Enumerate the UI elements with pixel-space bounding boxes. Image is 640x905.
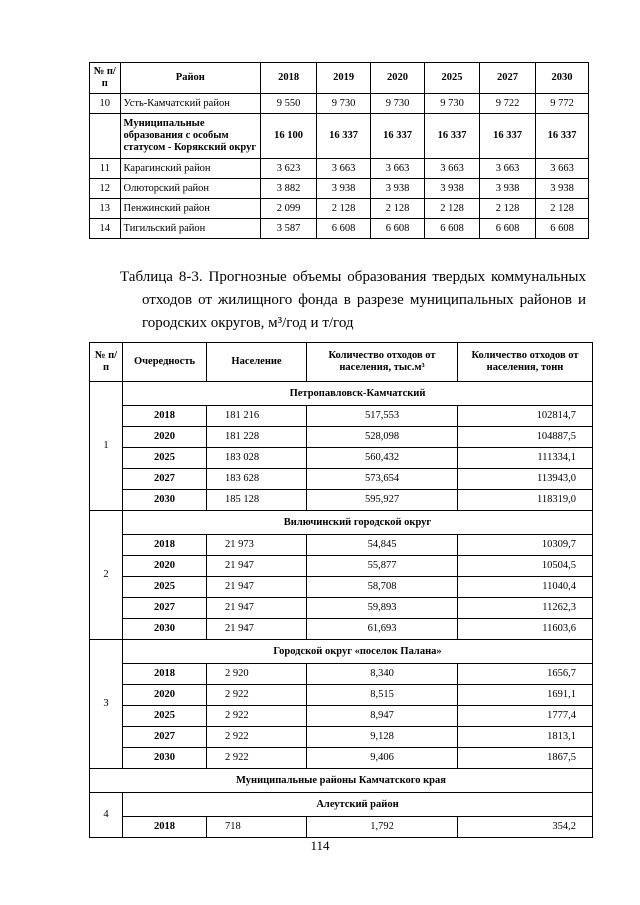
year-cell: 2027 — [123, 727, 207, 748]
value-cell: 6 608 — [480, 219, 536, 239]
group-number: 3 — [90, 640, 123, 769]
caption-line-1: Таблица 8-3. Прогнозные объемы образования твердых коммунальных — [120, 269, 586, 285]
value-cell: 3 587 — [261, 219, 317, 239]
value-cell: 16 337 — [536, 114, 589, 159]
volume-cell: 8,340 — [307, 664, 458, 685]
table-row — [90, 817, 593, 838]
value-cell: 3 623 — [261, 159, 317, 179]
value-cell: 16 337 — [317, 114, 371, 159]
column-header: 2018 — [261, 63, 317, 94]
year-cell: 2030 — [123, 490, 207, 511]
value-cell: 2 128 — [317, 199, 371, 219]
year-cell: 2027 — [123, 598, 207, 619]
value-cell: 2 099 — [261, 199, 317, 219]
volume-cell: 58,708 — [307, 577, 458, 598]
group-title-row — [90, 511, 593, 535]
value-cell: 3 663 — [317, 159, 371, 179]
table-row — [90, 685, 593, 706]
year-cell: 2030 — [123, 748, 207, 769]
table-row — [90, 556, 593, 577]
table-row — [90, 469, 593, 490]
population-cell: 181 216 — [207, 406, 307, 427]
year-cell: 2025 — [123, 577, 207, 598]
row-number — [90, 114, 121, 159]
table-row — [90, 748, 593, 769]
column-header: 2027 — [480, 63, 536, 94]
mass-cell: 10309,7 — [458, 535, 593, 556]
group-number: 4 — [90, 793, 123, 838]
mass-cell: 118319,0 — [458, 490, 593, 511]
table-row — [90, 535, 593, 556]
column-header: 2020 — [371, 63, 425, 94]
mass-cell: 354,2 — [458, 817, 593, 838]
table-row — [90, 114, 589, 159]
mass-cell: 1813,1 — [458, 727, 593, 748]
district-name: Карагинский район — [120, 159, 261, 179]
table-row — [90, 159, 589, 179]
value-cell: 9 730 — [371, 94, 425, 114]
caption-line-2: отходов от жилищного фонда в разрезе муниципальных районов и — [142, 292, 586, 308]
population-cell: 718 — [207, 817, 307, 838]
table-row — [90, 490, 593, 511]
table-row — [90, 664, 593, 685]
value-cell: 3 938 — [480, 179, 536, 199]
district-name: Тигильский район — [120, 219, 261, 239]
population-cell: 2 920 — [207, 664, 307, 685]
value-cell: 3 938 — [536, 179, 589, 199]
value-cell: 3 938 — [425, 179, 480, 199]
year-cell: 2025 — [123, 706, 207, 727]
mass-cell: 11262,3 — [458, 598, 593, 619]
population-cell: 2 922 — [207, 685, 307, 706]
mass-cell: 1777,4 — [458, 706, 593, 727]
value-cell: 9 730 — [317, 94, 371, 114]
column-header: Очередность — [123, 343, 207, 382]
value-cell: 6 608 — [371, 219, 425, 239]
population-cell: 185 128 — [207, 490, 307, 511]
group-number: 1 — [90, 382, 123, 511]
table-row — [90, 427, 593, 448]
table-row — [90, 727, 593, 748]
mass-cell: 1656,7 — [458, 664, 593, 685]
table-row — [90, 199, 589, 219]
year-cell: 2030 — [123, 619, 207, 640]
row-number: 10 — [90, 94, 121, 114]
mass-cell: 1691,1 — [458, 685, 593, 706]
districts-forecast-table — [89, 62, 589, 239]
mass-cell: 104887,5 — [458, 427, 593, 448]
year-cell: 2020 — [123, 556, 207, 577]
value-cell: 2 128 — [425, 199, 480, 219]
column-header: Район — [120, 63, 261, 94]
volume-cell: 573,654 — [307, 469, 458, 490]
mass-cell: 113943,0 — [458, 469, 593, 490]
column-header: 2025 — [425, 63, 480, 94]
population-cell: 2 922 — [207, 748, 307, 769]
waste-volume-table — [89, 342, 593, 838]
population-cell: 2 922 — [207, 706, 307, 727]
year-cell: 2020 — [123, 427, 207, 448]
column-header: 2030 — [536, 63, 589, 94]
group-title-row — [90, 382, 593, 406]
volume-cell: 9,406 — [307, 748, 458, 769]
table-row — [90, 706, 593, 727]
year-cell: 2020 — [123, 685, 207, 706]
volume-cell: 61,693 — [307, 619, 458, 640]
value-cell: 9 550 — [261, 94, 317, 114]
caption-line-3: городских округов, м³/год и т/год — [142, 315, 354, 331]
table-caption — [120, 266, 586, 335]
population-cell: 2 922 — [207, 727, 307, 748]
volume-cell: 8,515 — [307, 685, 458, 706]
mass-cell: 10504,5 — [458, 556, 593, 577]
table-header-row — [90, 63, 589, 94]
value-cell: 16 337 — [371, 114, 425, 159]
value-cell: 2 128 — [536, 199, 589, 219]
table-header-row — [90, 343, 593, 382]
value-cell: 9 730 — [425, 94, 480, 114]
population-cell: 21 947 — [207, 577, 307, 598]
table-row — [90, 94, 589, 114]
mass-cell: 11603,6 — [458, 619, 593, 640]
table-row — [90, 598, 593, 619]
group-title: Алеутский район — [123, 793, 593, 817]
year-cell: 2018 — [123, 817, 207, 838]
mass-cell: 1867,5 — [458, 748, 593, 769]
page-number: 114 — [310, 838, 330, 853]
group-title-row — [90, 640, 593, 664]
volume-cell: 59,893 — [307, 598, 458, 619]
group-title: Вилючинский городской округ — [123, 511, 593, 535]
district-name: Усть-Камчатский район — [120, 94, 261, 114]
population-cell: 21 947 — [207, 619, 307, 640]
value-cell: 16 337 — [425, 114, 480, 159]
value-cell: 3 882 — [261, 179, 317, 199]
group-number: 2 — [90, 511, 123, 640]
value-cell: 3 938 — [371, 179, 425, 199]
table-row — [90, 179, 589, 199]
column-header: 2019 — [317, 63, 371, 94]
table-row — [90, 619, 593, 640]
year-cell: 2018 — [123, 535, 207, 556]
district-name: Олюторский район — [120, 179, 261, 199]
group-title: Петропавловск-Камчатский — [123, 382, 593, 406]
row-number: 14 — [90, 219, 121, 239]
value-cell: 2 128 — [371, 199, 425, 219]
district-name: Пенжинский район — [120, 199, 261, 219]
value-cell: 3 663 — [480, 159, 536, 179]
table-row — [90, 406, 593, 427]
column-header: № п/п — [90, 343, 123, 382]
volume-cell: 8,947 — [307, 706, 458, 727]
volume-cell: 560,432 — [307, 448, 458, 469]
population-cell: 21 947 — [207, 598, 307, 619]
table-row — [90, 219, 589, 239]
volume-cell: 528,098 — [307, 427, 458, 448]
group-title: Городской округ «поселок Палана» — [123, 640, 593, 664]
value-cell: 3 663 — [536, 159, 589, 179]
section-title: Муниципальные районы Камчатского края — [90, 769, 593, 793]
population-cell: 21 973 — [207, 535, 307, 556]
population-cell: 183 028 — [207, 448, 307, 469]
value-cell: 9 772 — [536, 94, 589, 114]
column-header: № п/п — [90, 63, 121, 94]
table-row — [90, 577, 593, 598]
column-header: Количество отходов от населения, тонн — [458, 343, 593, 382]
value-cell: 3 938 — [317, 179, 371, 199]
year-cell: 2018 — [123, 664, 207, 685]
volume-cell: 54,845 — [307, 535, 458, 556]
value-cell: 3 663 — [425, 159, 480, 179]
mass-cell: 11040,4 — [458, 577, 593, 598]
value-cell: 3 663 — [371, 159, 425, 179]
year-cell: 2018 — [123, 406, 207, 427]
volume-cell: 9,128 — [307, 727, 458, 748]
mass-cell: 102814,7 — [458, 406, 593, 427]
mass-cell: 111334,1 — [458, 448, 593, 469]
population-cell: 181 228 — [207, 427, 307, 448]
volume-cell: 55,877 — [307, 556, 458, 577]
value-cell: 16 100 — [261, 114, 317, 159]
volume-cell: 517,553 — [307, 406, 458, 427]
population-cell: 183 628 — [207, 469, 307, 490]
column-header: Количество отходов от населения, тыс.м³ — [307, 343, 458, 382]
volume-cell: 1,792 — [307, 817, 458, 838]
volume-cell: 595,927 — [307, 490, 458, 511]
value-cell: 6 608 — [536, 219, 589, 239]
value-cell: 6 608 — [317, 219, 371, 239]
group-title-row — [90, 793, 593, 817]
value-cell: 9 722 — [480, 94, 536, 114]
year-cell: 2025 — [123, 448, 207, 469]
value-cell: 2 128 — [480, 199, 536, 219]
row-number: 13 — [90, 199, 121, 219]
section-row — [90, 769, 593, 793]
column-header: Население — [207, 343, 307, 382]
table-row — [90, 448, 593, 469]
row-number: 12 — [90, 179, 121, 199]
row-number: 11 — [90, 159, 121, 179]
year-cell: 2027 — [123, 469, 207, 490]
population-cell: 21 947 — [207, 556, 307, 577]
district-name: Муниципальные образования с особым статусом - Корякский округ — [120, 114, 261, 159]
value-cell: 16 337 — [480, 114, 536, 159]
value-cell: 6 608 — [425, 219, 480, 239]
